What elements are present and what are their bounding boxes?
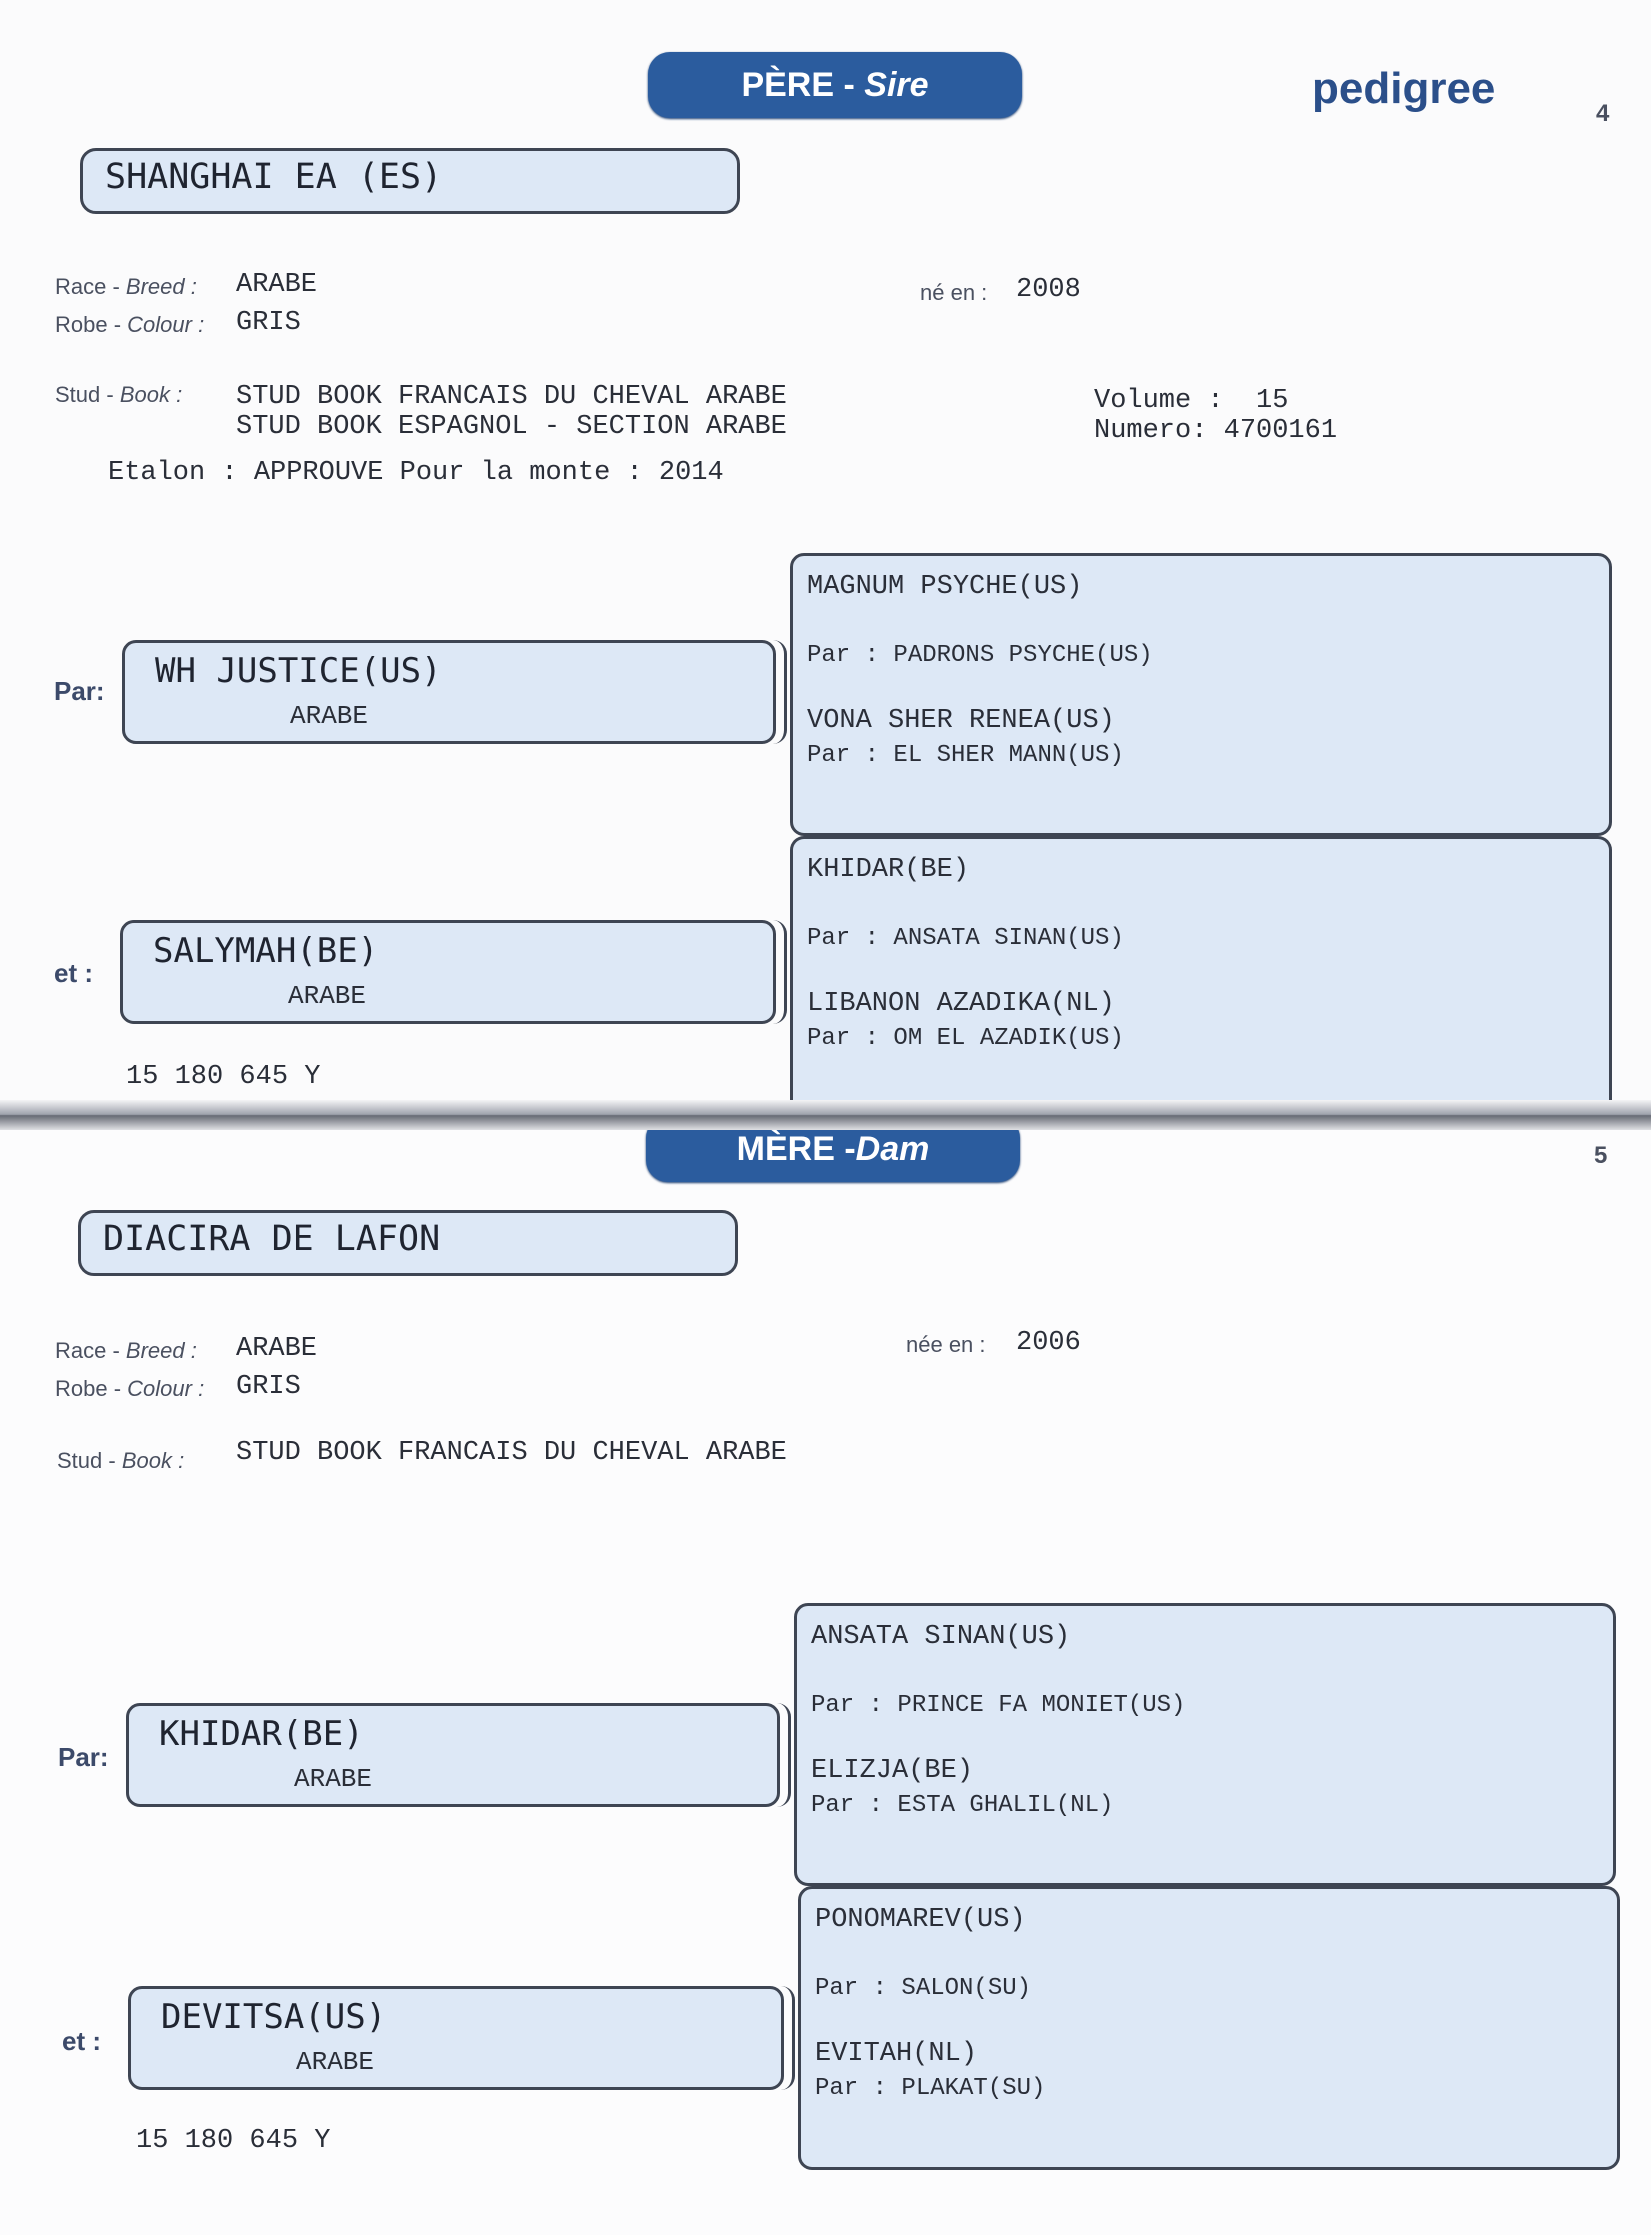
sire-label: Par: — [58, 1742, 109, 1772]
horse-name: DIACIRA DE LAFON — [103, 1219, 441, 1259]
born-label: né en : — [920, 280, 988, 305]
pill-sub: Dam — [855, 1129, 930, 1168]
colour-label: Robe - Colour : — [55, 1376, 205, 1401]
maternal-granddam-sire: Par : PLAKAT(SU) — [815, 2075, 1046, 2102]
dam-box — [128, 1986, 784, 2090]
sire-box — [126, 1703, 780, 1807]
page-number: 4 — [1596, 100, 1610, 127]
horse-name-box — [80, 148, 740, 214]
pill-sep: - — [834, 65, 865, 104]
breed-value: ARABE — [236, 270, 318, 300]
stud-book-line-2: STUD BOOK ESPAGNOL - SECTION ARABE — [236, 412, 787, 442]
dam-name: SALYMAH(BE) — [153, 931, 379, 971]
sire-grandparents-box — [794, 1603, 1616, 1886]
dam-grandparents-box — [798, 1886, 1620, 2170]
stud-book-line-1: STUD BOOK FRANCAIS DU CHEVAL ARABE — [236, 1438, 787, 1468]
pill-sep: - — [834, 1129, 856, 1168]
paternal-granddam-sire: Par : EL SHER MANN(US) — [807, 742, 1124, 769]
page-number: 5 — [1594, 1142, 1608, 1169]
brand-logo: pedigree — [1312, 64, 1496, 113]
colour-value: GRIS — [236, 308, 301, 338]
dam-breed: ARABE — [296, 2047, 375, 2077]
sire-breed: ARABE — [290, 701, 369, 731]
born-label: née en : — [906, 1332, 986, 1357]
paternal-granddam-sire: Par : ESTA GHALIL(NL) — [811, 1792, 1114, 1819]
connector — [768, 920, 787, 1024]
pill-sub: Sire — [864, 65, 929, 104]
stud-book-label: Stud - Book : — [57, 1448, 185, 1473]
maternal-grandsire-sire: Par : ANSATA SINAN(US) — [807, 925, 1124, 952]
horse-name: SHANGHAI EA (ES) — [105, 157, 443, 197]
paternal-grandsire: MAGNUM PSYCHE(US) — [807, 572, 1083, 602]
dam-label: et : — [54, 958, 93, 988]
breed-value: ARABE — [236, 1334, 318, 1364]
dam-grandparents-box — [790, 836, 1612, 1116]
pedigree-page-sire — [0, 0, 1651, 1110]
pedigree-page-dam — [0, 1118, 1651, 2235]
maternal-grandsire: PONOMAREV(US) — [815, 1905, 1026, 1935]
paternal-grandsire-sire: Par : PADRONS PSYCHE(US) — [807, 642, 1153, 669]
etalon-approval: Etalon : APPROUVE Pour la monte : 2014 — [108, 458, 724, 488]
sire-breed: ARABE — [294, 1764, 373, 1794]
stud-book-label: Stud - Book : — [55, 382, 183, 407]
maternal-granddam-sire: Par : OM EL AZADIK(US) — [807, 1025, 1124, 1052]
horse-name-box — [78, 1210, 738, 1276]
sire-name: KHIDAR(BE) — [159, 1714, 364, 1754]
paternal-grandsire-sire: Par : PRINCE FA MONIET(US) — [811, 1692, 1186, 1719]
born-value: 2008 — [1016, 275, 1081, 305]
breed-label: Race - Breed : — [55, 274, 197, 299]
numero: Numero: 4700161 — [1094, 416, 1338, 446]
sire-section-pill — [648, 52, 1022, 118]
connector — [768, 640, 787, 744]
connector — [776, 1986, 795, 2090]
sire-label: Par: — [54, 676, 105, 706]
sire-grandparents-box — [790, 553, 1612, 836]
paternal-grandsire: ANSATA SINAN(US) — [811, 1622, 1071, 1652]
dam-box — [120, 920, 776, 1024]
maternal-granddam: LIBANON AZADIKA(NL) — [807, 989, 1115, 1019]
paternal-granddam: VONA SHER RENEA(US) — [807, 706, 1115, 736]
maternal-grandsire: KHIDAR(BE) — [807, 855, 970, 885]
sire-box — [122, 640, 776, 744]
stud-book-line-1: STUD BOOK FRANCAIS DU CHEVAL ARABE — [236, 382, 787, 412]
pill-main: PÈRE — [741, 65, 835, 104]
breed-label: Race - Breed : — [55, 1338, 197, 1363]
dam-name: DEVITSA(US) — [161, 1997, 387, 2037]
sire-name: WH JUSTICE(US) — [155, 651, 442, 691]
colour-label: Robe - Colour : — [55, 312, 205, 337]
maternal-granddam: EVITAH(NL) — [815, 2039, 978, 2069]
connector — [772, 1703, 791, 1807]
colour-value: GRIS — [236, 1372, 301, 1402]
page-fold — [0, 1100, 1651, 1130]
pill-main: MÈRE — [736, 1129, 835, 1168]
paternal-granddam: ELIZJA(BE) — [811, 1756, 974, 1786]
registration-code: 15 180 645 Y — [136, 2126, 331, 2156]
dam-breed: ARABE — [288, 981, 367, 1011]
dam-label: et : — [62, 2026, 101, 2056]
maternal-grandsire-sire: Par : SALON(SU) — [815, 1975, 1032, 2002]
volume: Volume : 15 — [1094, 386, 1289, 416]
registration-code: 15 180 645 Y — [126, 1062, 321, 1092]
born-value: 2006 — [1016, 1328, 1081, 1358]
